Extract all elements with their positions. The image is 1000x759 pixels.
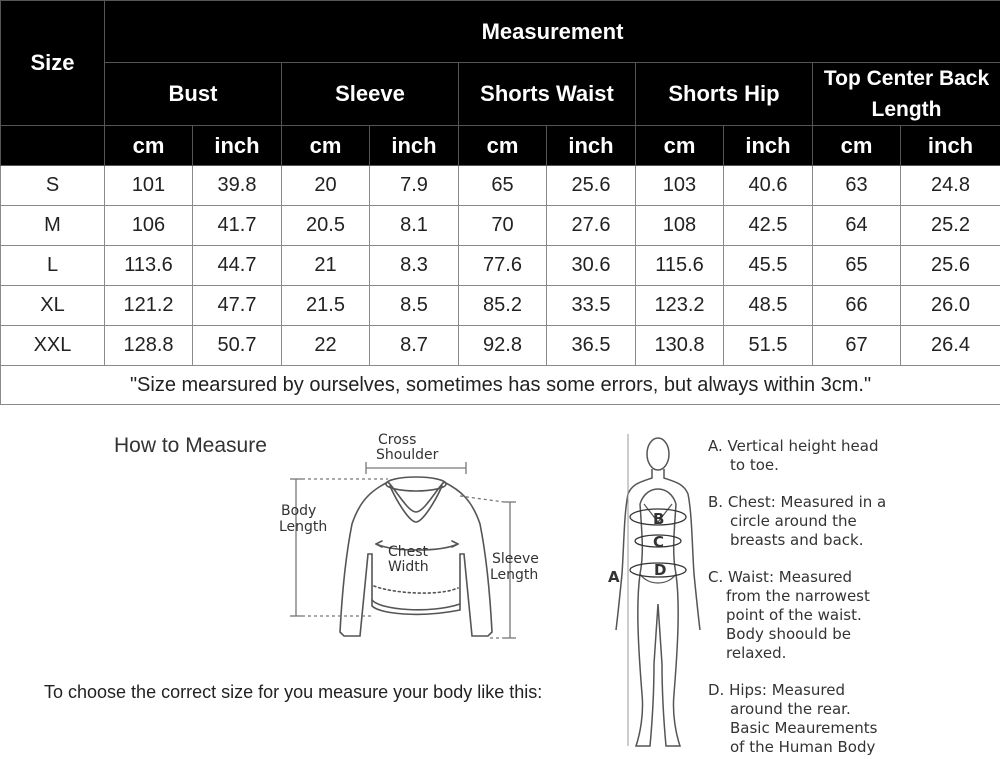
table-row <box>1 326 1000 366</box>
table-row <box>1 166 1000 206</box>
unit-header: inch <box>370 126 459 166</box>
cross-shoulder-label: Shoulder <box>376 447 439 463</box>
unit-header: inch <box>547 126 636 166</box>
legend-item-c <box>708 568 870 663</box>
group-header-shorts-waist: Shorts Waist <box>459 63 636 126</box>
table-cell: 25.2 <box>901 206 1000 246</box>
table-cell: 33.5 <box>547 286 636 326</box>
table-cell: 25.6 <box>901 246 1000 286</box>
table-cell: 92.8 <box>459 326 547 366</box>
table-cell: 20.5 <box>282 206 370 246</box>
table-cell: 44.7 <box>193 246 282 286</box>
table-cell: 64 <box>813 206 901 246</box>
chest-width-label: Width <box>388 559 429 575</box>
unit-header: cm <box>282 126 370 166</box>
table-cell: 103 <box>636 166 724 206</box>
unit-header: cm <box>459 126 547 166</box>
choose-size-instruction: To choose the correct size for you measure your body like this: <box>44 682 543 702</box>
legend-line: circle around the <box>730 512 857 530</box>
table-cell: 50.7 <box>193 326 282 366</box>
table-cell: 48.5 <box>724 286 813 326</box>
table-cell: 130.8 <box>636 326 724 366</box>
group-header-bust: Bust <box>105 63 282 126</box>
table-cell: 113.6 <box>105 246 193 286</box>
group-header-back-length: Top Center Back Length <box>813 63 1000 126</box>
marker-a: A <box>608 568 620 586</box>
human-body-figure-icon <box>616 438 700 746</box>
table-cell: 22 <box>282 326 370 366</box>
table-row <box>1 246 1000 286</box>
table-cell: 27.6 <box>547 206 636 246</box>
legend-line: point of the waist. <box>726 606 862 624</box>
table-cell: 25.6 <box>547 166 636 206</box>
table-cell: 70 <box>459 206 547 246</box>
table-cell: 108 <box>636 206 724 246</box>
unit-header: cm <box>105 126 193 166</box>
table-cell: 20 <box>282 166 370 206</box>
table-cell: 121.2 <box>105 286 193 326</box>
table-cell: 77.6 <box>459 246 547 286</box>
unit-spacer <box>1 126 105 166</box>
row-size: M <box>1 206 105 246</box>
row-size: XL <box>1 286 105 326</box>
legend-line: Basic Meaurements <box>730 719 878 737</box>
legend-line: Body shoould be <box>726 625 852 643</box>
unit-header: cm <box>813 126 901 166</box>
legend-line: to toe. <box>730 456 779 474</box>
table-cell: 21.5 <box>282 286 370 326</box>
legend-line: D. Hips: Measured <box>708 681 845 699</box>
row-size: L <box>1 246 105 286</box>
chest-width-label: Chest <box>388 544 429 560</box>
table-cell: 26.4 <box>901 326 1000 366</box>
table-cell: 115.6 <box>636 246 724 286</box>
table-cell: 123.2 <box>636 286 724 326</box>
measurement-note: "Size mearsured by ourselves, sometimes has some errors, but always within 3cm." <box>1 366 1000 405</box>
legend-line: from the narrowest <box>726 587 870 605</box>
legend-line: relaxed. <box>726 644 787 662</box>
table-cell: 24.8 <box>901 166 1000 206</box>
table-cell: 21 <box>282 246 370 286</box>
table-cell: 45.5 <box>724 246 813 286</box>
unit-header: cm <box>636 126 724 166</box>
table-cell: 106 <box>105 206 193 246</box>
unit-header: inch <box>724 126 813 166</box>
legend-line: of the Human Body <box>730 738 876 756</box>
table-cell: 85.2 <box>459 286 547 326</box>
body-length-label: Length <box>279 519 328 535</box>
table-cell: 101 <box>105 166 193 206</box>
table-cell: 36.5 <box>547 326 636 366</box>
table-cell: 40.6 <box>724 166 813 206</box>
legend-item-a <box>708 437 878 475</box>
legend-line: around the rear. <box>730 700 851 718</box>
marker-c: C <box>653 533 665 551</box>
legend-line: breasts and back. <box>730 531 864 549</box>
row-size: S <box>1 166 105 206</box>
how-to-measure-title: How to Measure <box>114 434 267 457</box>
sleeve-length-label: Sleeve <box>492 551 539 567</box>
marker-d: D <box>654 561 667 579</box>
table-cell: 26.0 <box>901 286 1000 326</box>
table-cell: 30.6 <box>547 246 636 286</box>
unit-header: inch <box>901 126 1000 166</box>
table-cell: 65 <box>813 246 901 286</box>
body-length-label: Body <box>281 503 317 519</box>
table-cell: 42.5 <box>724 206 813 246</box>
marker-b: B <box>653 510 665 528</box>
cross-shoulder-label: Cross <box>378 432 417 448</box>
legend-line: C. Waist: Measured <box>708 568 853 586</box>
row-size: XXL <box>1 326 105 366</box>
table-row <box>1 286 1000 326</box>
unit-header: inch <box>193 126 282 166</box>
table-cell: 8.1 <box>370 206 459 246</box>
size-header: Size <box>1 1 105 126</box>
legend-line: A. Vertical height head <box>708 437 879 455</box>
legend-item-d <box>708 681 877 757</box>
table-cell: 128.8 <box>105 326 193 366</box>
legend-line: B. Chest: Measured in a <box>708 493 887 511</box>
sleeve-length-label: Length <box>490 567 539 583</box>
table-row <box>1 206 1000 246</box>
table-cell: 39.8 <box>193 166 282 206</box>
group-header-shorts-hip: Shorts Hip <box>636 63 813 126</box>
table-cell: 67 <box>813 326 901 366</box>
measurement-header: Measurement <box>105 1 1000 63</box>
table-cell: 8.7 <box>370 326 459 366</box>
table-cell: 65 <box>459 166 547 206</box>
legend-item-b <box>708 493 886 550</box>
table-cell: 41.7 <box>193 206 282 246</box>
group-header-sleeve: Sleeve <box>282 63 459 126</box>
table-cell: 8.3 <box>370 246 459 286</box>
table-cell: 47.7 <box>193 286 282 326</box>
table-cell: 51.5 <box>724 326 813 366</box>
table-cell: 7.9 <box>370 166 459 206</box>
table-cell: 8.5 <box>370 286 459 326</box>
table-cell: 66 <box>813 286 901 326</box>
table-cell: 63 <box>813 166 901 206</box>
